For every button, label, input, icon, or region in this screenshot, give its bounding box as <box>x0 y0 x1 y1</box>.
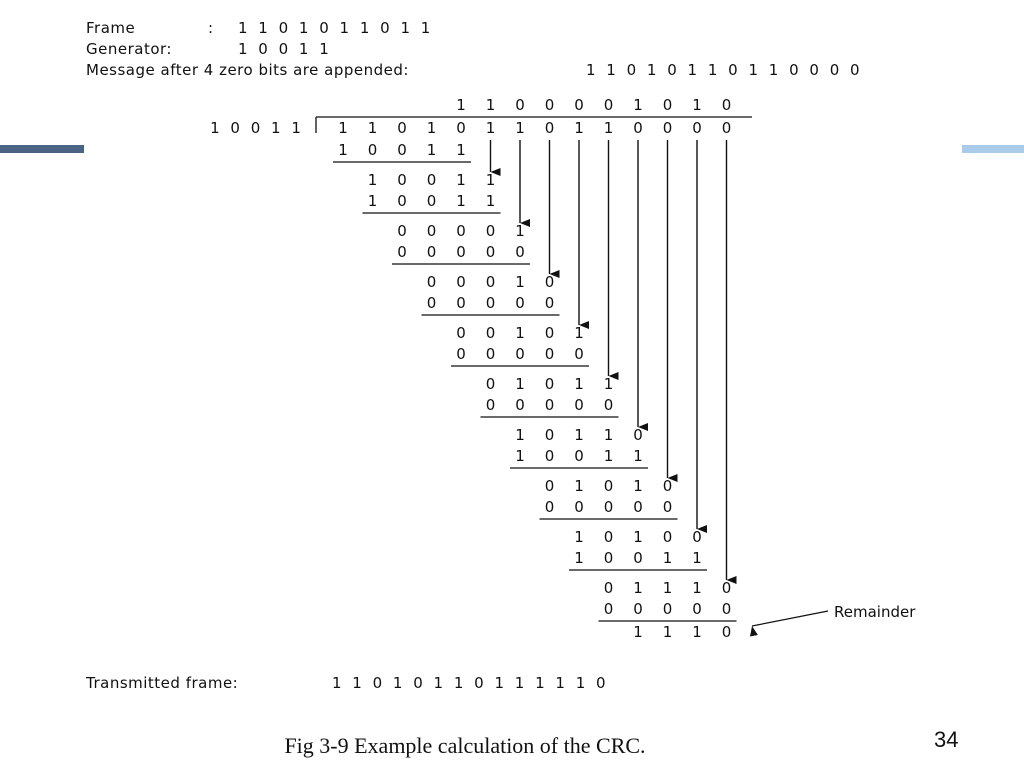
step-minuend-row <box>456 324 584 342</box>
digit: 0 <box>633 549 643 567</box>
digit: 1 <box>633 477 643 495</box>
digit: 0 <box>544 273 555 291</box>
digit: 0 <box>456 324 466 342</box>
digit: 1 <box>633 579 643 597</box>
digit: 0 <box>544 96 555 114</box>
digit: 1 <box>338 141 348 159</box>
digit: 0 <box>456 345 466 363</box>
digit: 0 <box>485 345 496 363</box>
digit: 1 <box>456 96 466 114</box>
digit: 0 <box>721 600 732 618</box>
digit: 0 <box>544 477 555 495</box>
digit: 1 <box>574 426 584 444</box>
digit: 0 <box>633 498 643 516</box>
digit: 1 <box>633 623 643 641</box>
digit: 0 <box>603 600 614 618</box>
digit: 0 <box>544 324 555 342</box>
digit: 1 <box>633 96 643 114</box>
digit: 0 <box>397 119 407 137</box>
digit: 0 <box>426 243 437 261</box>
digit: 0 <box>633 426 643 444</box>
digit: 0 <box>574 498 584 516</box>
digit: 1 <box>574 119 584 137</box>
digit: 1 <box>603 426 614 444</box>
digit: 0 <box>574 96 584 114</box>
digit: 0 <box>397 192 407 210</box>
transmitted-label: Transmitted frame: <box>86 674 239 692</box>
digit: 0 <box>456 243 466 261</box>
digit: 0 <box>692 528 702 546</box>
digit: 0 <box>603 96 614 114</box>
quotient-row <box>456 96 731 114</box>
digit: 1 <box>692 549 702 567</box>
digit: 0 <box>426 192 437 210</box>
digit: 1 <box>633 447 643 465</box>
digit: 0 <box>456 222 466 240</box>
digit: 1 <box>456 171 466 189</box>
digit: 0 <box>721 623 732 641</box>
digit: 1 <box>515 222 525 240</box>
digit: 1 <box>574 324 584 342</box>
digit: 0 <box>603 396 614 414</box>
digit: 1 <box>515 119 525 137</box>
digit: 0 <box>456 273 466 291</box>
step-minuend-row <box>486 375 614 393</box>
digit: 0 <box>397 171 407 189</box>
frame-sep: : <box>208 19 214 37</box>
digit: 1 <box>485 119 496 137</box>
digit: 0 <box>603 477 614 495</box>
divisor: 1 0 0 1 1 <box>210 119 304 137</box>
digit: 0 <box>485 222 496 240</box>
step-subtrahend-row <box>545 498 673 516</box>
generator-value: 1 0 0 1 1 <box>238 40 332 58</box>
digit: 1 <box>603 119 614 137</box>
digit: 0 <box>603 549 614 567</box>
digit: 0 <box>633 600 643 618</box>
remainder-row <box>633 623 731 641</box>
digit: 1 <box>367 171 378 189</box>
transmitted-value: 1 1 0 1 0 1 1 0 1 1 1 1 1 0 <box>332 674 609 692</box>
digit: 0 <box>721 96 732 114</box>
digit: 0 <box>485 324 496 342</box>
digit: 0 <box>426 222 437 240</box>
digit: 1 <box>603 375 614 393</box>
figure-caption: Fig 3-9 Example calculation of the CRC. <box>284 733 646 758</box>
digit: 0 <box>662 119 673 137</box>
digit: 1 <box>426 141 437 159</box>
step-subtrahend-row <box>604 600 732 618</box>
digit: 1 <box>515 324 525 342</box>
digit: 1 <box>367 192 378 210</box>
digit: 0 <box>397 243 407 261</box>
digit: 0 <box>721 579 732 597</box>
digit: 0 <box>574 447 584 465</box>
message-label: Message after 4 zero bits are appended: <box>86 61 409 79</box>
digit: 0 <box>662 498 673 516</box>
digit: 1 <box>456 192 466 210</box>
digit: 0 <box>426 294 437 312</box>
step-minuend-row <box>515 426 643 444</box>
digit: 1 <box>662 549 673 567</box>
digit: 0 <box>485 294 496 312</box>
digit: 1 <box>662 579 673 597</box>
digit: 0 <box>692 119 702 137</box>
digit: 1 <box>692 579 702 597</box>
digit: 0 <box>515 294 525 312</box>
digit: 0 <box>692 600 702 618</box>
step-subtrahend-row <box>427 294 555 312</box>
digit: 0 <box>603 528 614 546</box>
step-minuend-row <box>604 579 732 597</box>
digit: 1 <box>574 375 584 393</box>
message-value: 1 1 0 1 0 1 1 0 1 1 0 0 0 0 <box>586 61 863 79</box>
digit: 0 <box>485 243 496 261</box>
digit: 0 <box>456 119 466 137</box>
digit: 0 <box>574 345 584 363</box>
digit: 1 <box>692 623 702 641</box>
digit: 0 <box>544 119 555 137</box>
digit: 0 <box>662 600 673 618</box>
step-minuend-row <box>574 528 702 546</box>
dividend-row <box>338 119 731 137</box>
digit: 0 <box>662 477 673 495</box>
step-subtrahend-row <box>574 549 702 567</box>
digit: 0 <box>515 243 525 261</box>
digit: 0 <box>397 141 407 159</box>
digit: 0 <box>574 396 584 414</box>
digit: 1 <box>485 96 496 114</box>
digit: 0 <box>426 171 437 189</box>
remainder-label: Remainder <box>834 603 916 621</box>
digit: 1 <box>485 171 496 189</box>
digit: 0 <box>367 141 378 159</box>
digit: 1 <box>515 273 525 291</box>
digit: 0 <box>544 396 555 414</box>
digit: 1 <box>574 477 584 495</box>
digit: 0 <box>633 119 643 137</box>
digit: 1 <box>603 447 614 465</box>
step-subtrahend-row <box>515 447 643 465</box>
digit: 1 <box>662 623 673 641</box>
step-subtrahend-row <box>397 243 525 261</box>
digit: 0 <box>397 222 407 240</box>
step-minuend-row <box>545 477 673 495</box>
step-minuend-row <box>427 273 555 291</box>
digit: 0 <box>603 498 614 516</box>
digit: 0 <box>456 294 466 312</box>
digit: 0 <box>544 375 555 393</box>
digit: 0 <box>662 96 673 114</box>
frame-value: 1 1 0 1 0 1 1 0 1 1 <box>238 19 434 37</box>
digit: 0 <box>485 396 496 414</box>
step-minuend-row <box>368 171 496 189</box>
digit: 1 <box>515 375 525 393</box>
digit: 0 <box>515 96 525 114</box>
step-subtrahend-row <box>456 345 584 363</box>
generator-label: Generator: <box>86 40 172 58</box>
digit: 0 <box>544 447 555 465</box>
digit: 1 <box>692 96 702 114</box>
digit: 1 <box>515 426 525 444</box>
digit: 1 <box>485 192 496 210</box>
digit: 0 <box>544 498 555 516</box>
digit: 1 <box>574 528 584 546</box>
digit: 1 <box>367 119 378 137</box>
digit: 1 <box>515 447 525 465</box>
digit: 0 <box>603 579 614 597</box>
digit: 0 <box>515 345 525 363</box>
digit: 0 <box>485 375 496 393</box>
digit: 0 <box>721 119 732 137</box>
step-subtrahend-row <box>486 396 614 414</box>
digit: 0 <box>544 426 555 444</box>
digit: 0 <box>426 273 437 291</box>
digit: 1 <box>574 549 584 567</box>
digit: 1 <box>426 119 437 137</box>
transmitted-line <box>86 674 609 692</box>
remainder-pointer <box>752 611 828 626</box>
digit: 1 <box>456 141 466 159</box>
step-subtrahend-row <box>368 192 496 210</box>
digit: 1 <box>338 119 348 137</box>
frame-label: Frame <box>86 19 136 37</box>
step-minuend-row <box>397 222 525 240</box>
digit: 0 <box>485 273 496 291</box>
step-subtrahend-row <box>338 141 466 159</box>
digit: 0 <box>544 345 555 363</box>
page-number: 34 <box>934 727 959 752</box>
digit: 0 <box>544 294 555 312</box>
digit: 1 <box>633 528 643 546</box>
digit: 0 <box>515 396 525 414</box>
digit: 0 <box>662 528 673 546</box>
